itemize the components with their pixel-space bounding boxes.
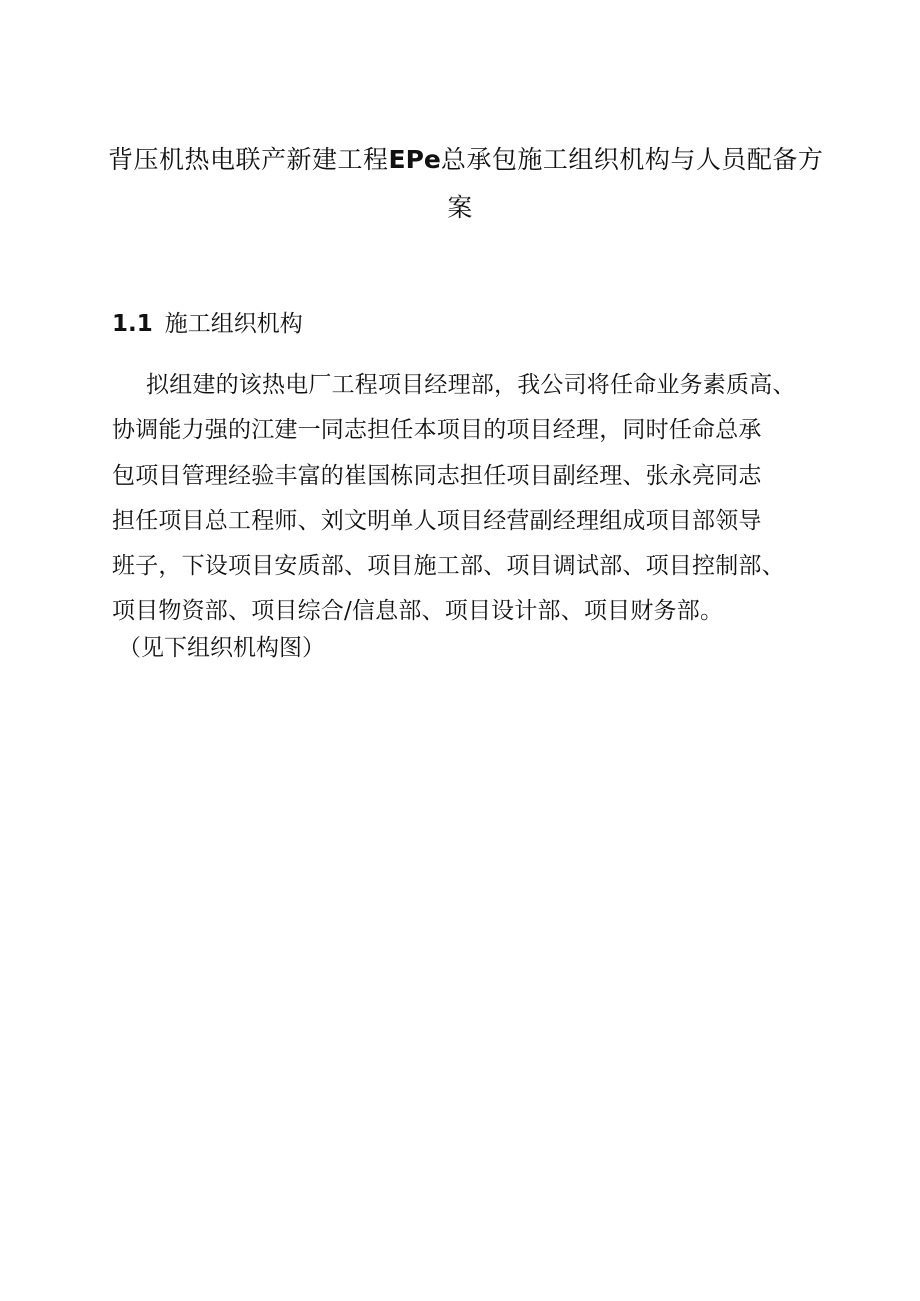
paragraph-line: 包项目管理经验丰富的崔国栋同志担任项目副经理、张永亮同志 [112,462,762,489]
section-number: 1.1 [112,311,153,337]
paragraph-line: 拟组建的该热电厂工程项目经理部，我公司将任命业务素质高、 [146,372,796,398]
section-title: 施工组织机构 [164,311,303,337]
document-title [108,140,824,228]
section-heading [112,306,303,342]
title-line-1 [108,140,824,180]
title-text-suffix: 总承包施工组织机构与人员配备方 [440,145,824,174]
paragraph-line: 担任项目总工程师、刘文明单人项目经营副经理组成项目部领导 [112,507,762,534]
paragraph-line: 项目物资部、项目综合/信息部、项目设计部、项目财务部。 [112,598,724,625]
title-text-bold: EPe [388,145,441,174]
title-text-prefix: 背压机热电联产新建工程 [108,145,389,174]
paragraph-line: 班子，下设项目安质部、项目施工部、项目调试部、项目控制部、 [112,553,785,580]
body-paragraph [112,363,824,635]
title-line-2: 案 [447,193,473,222]
figure-reference-note: （见下组织机构图） [118,635,325,661]
paragraph-line: 协调能力强的江建一同志担任本项目的项目经理，同时任命总承 [112,417,762,444]
